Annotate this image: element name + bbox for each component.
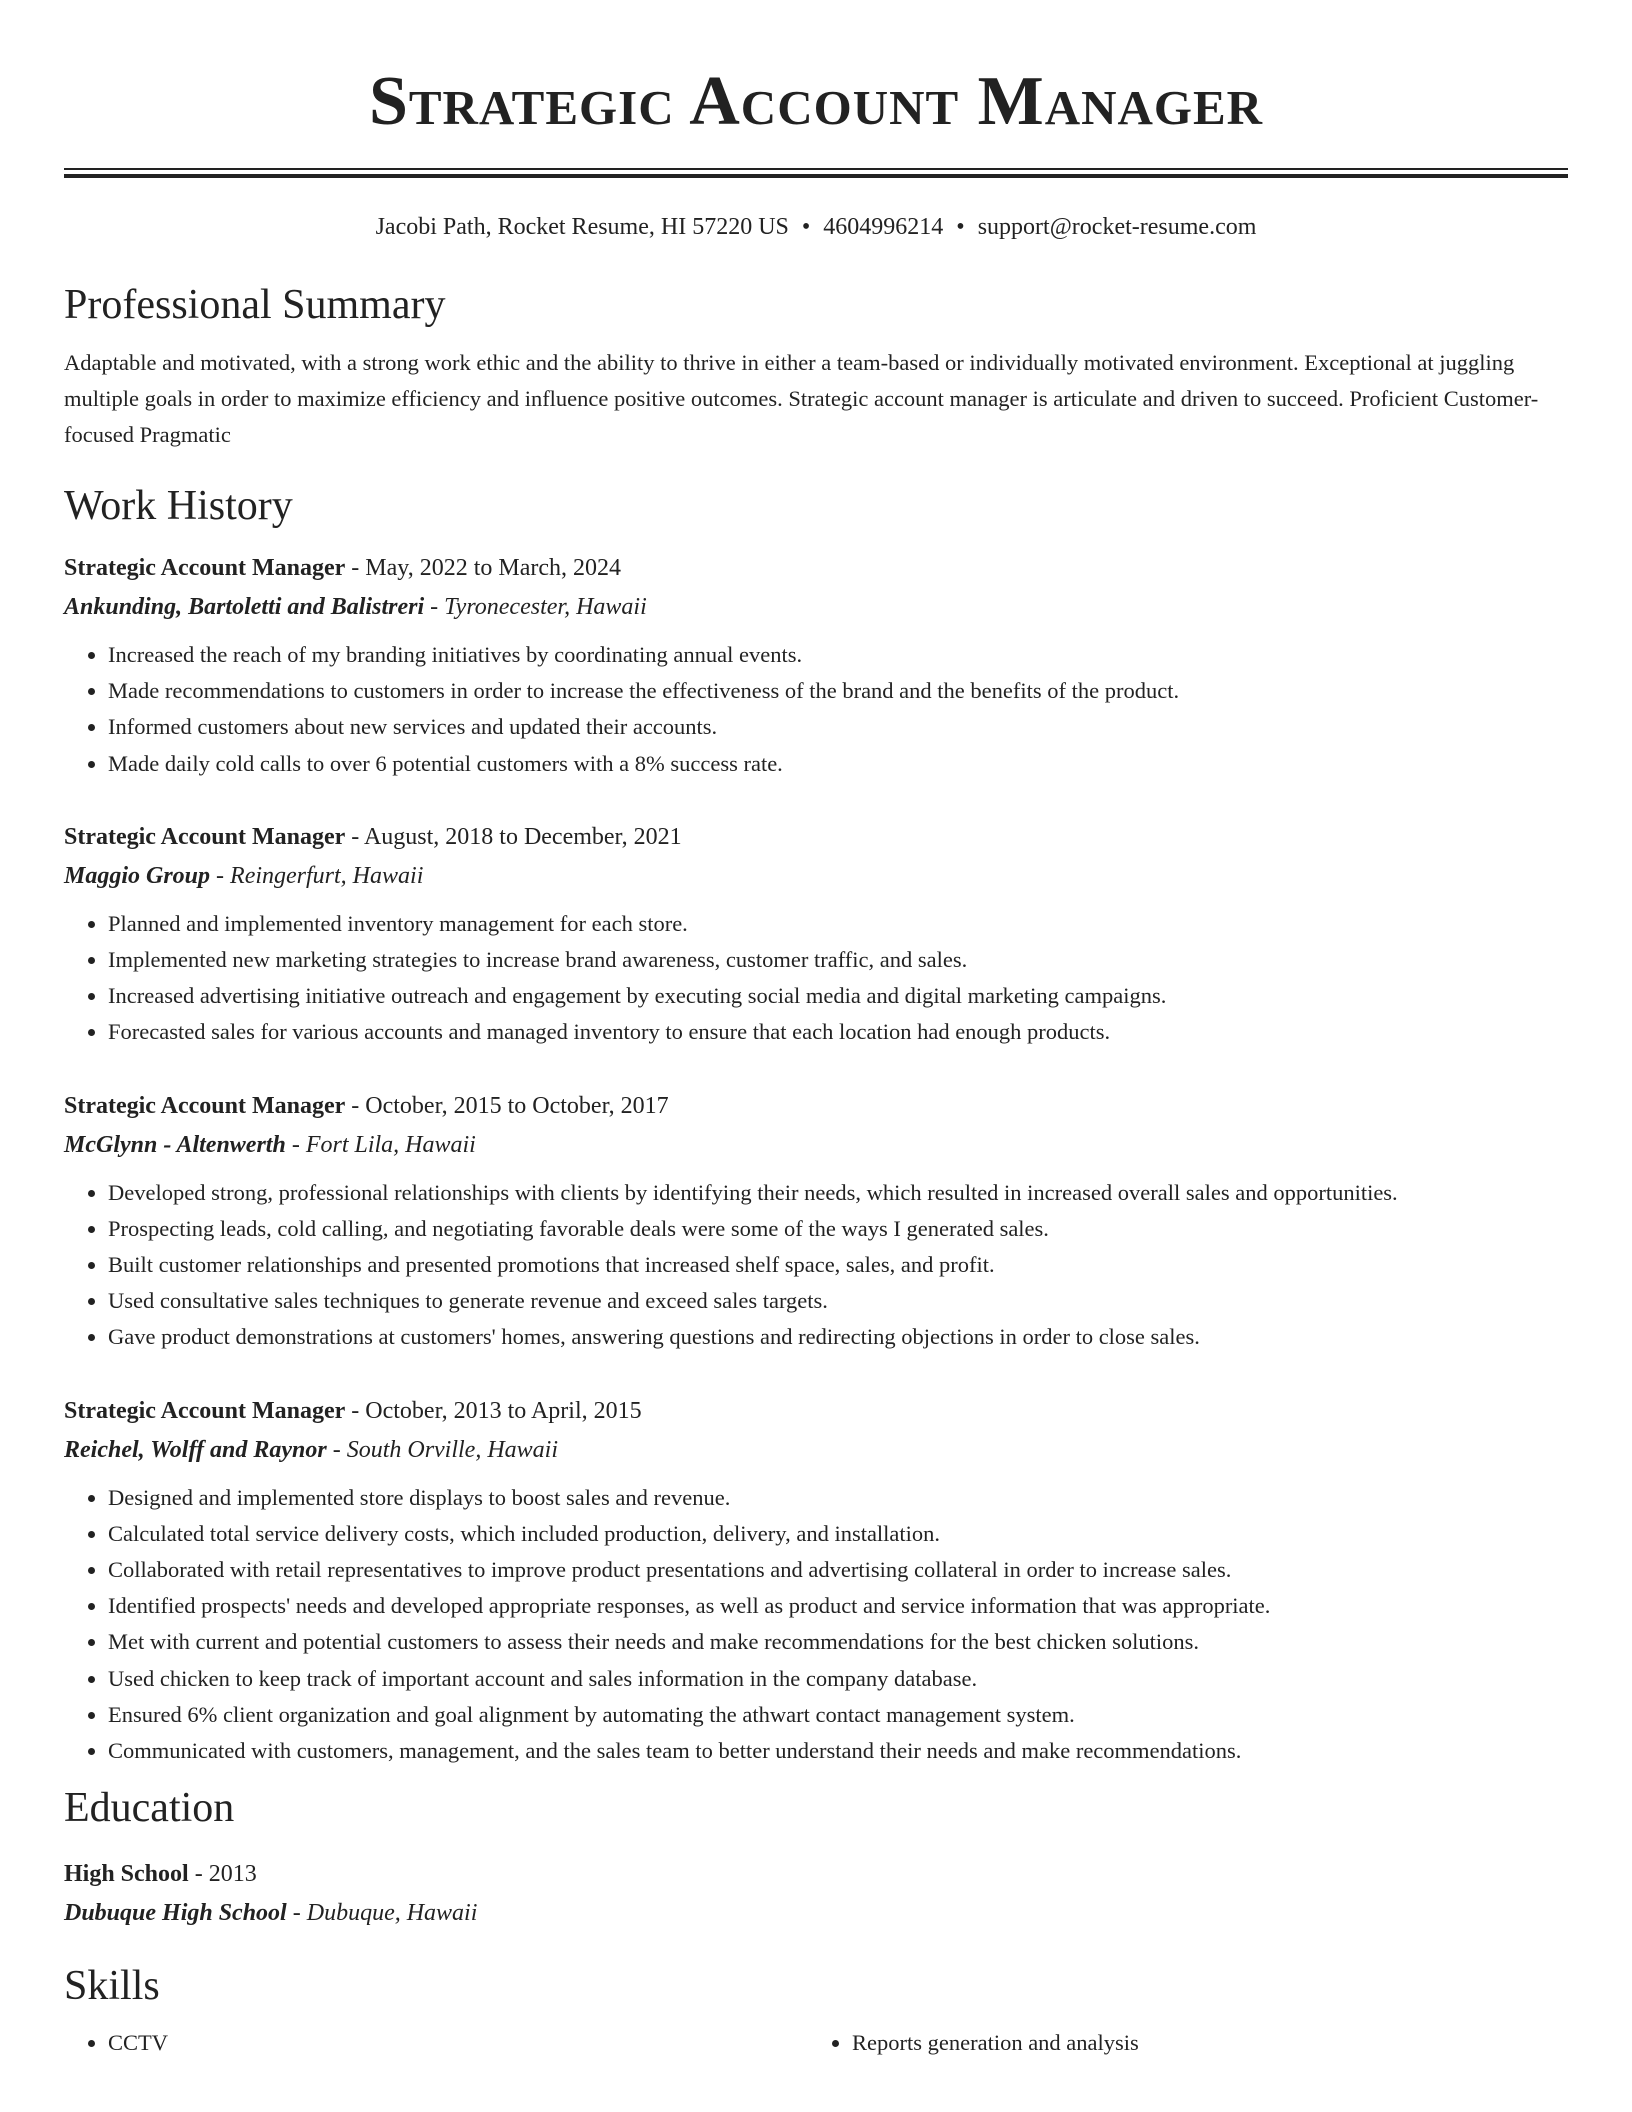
- job-company: Ankunding, Bartoletti and Balistreri: [64, 594, 425, 620]
- job-bullet: • Planned and implemented inventory management for each store.: [108, 906, 1568, 942]
- job-bullet: • Developed strong, professional relationships with clients by identifying their needs, which resulted in increased overall sales and opportunities.: [108, 1175, 1568, 1211]
- job-title: Strategic Account Manager: [64, 823, 346, 850]
- job-location: Fort Lila, Hawaii: [305, 1131, 476, 1158]
- job-bullet: • Made daily cold calls to over 6 potential customers with a 8% success rate.: [108, 746, 1568, 782]
- job-location: Reingerfurt, Hawaii: [230, 862, 424, 889]
- job-company-line: McGlynn - Altenwerth - Fort Lila, Hawaii: [64, 1131, 476, 1158]
- job-bullet: • Gave product demonstrations at customers' homes, answering questions and redirecting objections in order to close sales.: [108, 1319, 1568, 1355]
- skills-list: [64, 2025, 1568, 2061]
- education-school-line: Dubuque High School - Dubuque, Hawaii: [64, 1900, 478, 1927]
- resume-title: Strategic Account Manager: [368, 63, 1264, 140]
- education-entry: [64, 1855, 1568, 1933]
- job-location: South Orville, Hawaii: [346, 1436, 559, 1463]
- job-bullet: • Designed and implemented store displays to boost sales and revenue.: [108, 1480, 1568, 1516]
- job-title: Strategic Account Manager: [64, 555, 346, 581]
- job-title: Strategic Account Manager: [64, 1397, 346, 1424]
- job-entry: [64, 549, 1568, 782]
- job-dates: August, 2018 to December, 2021: [363, 823, 682, 850]
- contact-separator: •: [801, 214, 811, 240]
- education-degree: High School: [64, 1861, 189, 1888]
- job-bullet: • Used chicken to keep track of important account and sales information in the company database.: [108, 1661, 1568, 1697]
- skills-column-right: [808, 2025, 1552, 2061]
- job-company-line: Maggio Group - Reingerfurt, Hawaii: [64, 862, 424, 889]
- job-dates: May, 2022 to March, 2024: [365, 555, 622, 581]
- job-bullet: • Calculated total service delivery costs, which included production, delivery, and installation.: [108, 1516, 1568, 1552]
- job-bullet: • Identified prospects' needs and developed appropriate responses, as well as product and service information that was appropriate.: [108, 1588, 1568, 1624]
- job-bullet: • Informed customers about new services and updated their accounts.: [108, 709, 1568, 745]
- job-company: McGlynn - Altenwerth: [64, 1131, 286, 1158]
- contact-email: support@rocket-resume.com: [977, 214, 1257, 240]
- job-entry: [64, 818, 1568, 1051]
- skill-item: • CCTV: [108, 2025, 808, 2061]
- job-title-line: Strategic Account Manager - August, 2018 to December, 2021: [64, 823, 682, 850]
- job-bullet: • Implemented new marketing strategies to increase brand awareness, customer traffic, and sales.: [108, 942, 1568, 978]
- job-bullets: [64, 906, 1568, 1051]
- job-bullet: • Increased the reach of my branding initiatives by coordinating annual events.: [108, 637, 1568, 673]
- job-bullet: • Forecasted sales for various accounts and managed inventory to ensure that each location had enough products.: [108, 1014, 1568, 1050]
- education-year: 2013: [208, 1861, 257, 1888]
- job-bullets: [64, 1480, 1568, 1770]
- education-school: Dubuque High School: [64, 1900, 287, 1927]
- education-degree-line: High School - 2013: [64, 1861, 257, 1888]
- job-dates: October, 2013 to April, 2015: [365, 1397, 642, 1424]
- contact-separator: •: [956, 214, 965, 240]
- job-company-line: Reichel, Wolff and Raynor - South Orville, Hawaii: [64, 1436, 559, 1463]
- summary-text: Adaptable and motivated, with a strong work ethic and the ability to thrive in either a team-based or individually motivated environment. Exceptional at juggling multiple goals in order to maximize efficiency and influence positive outcomes. Strategic account manager is articulate and driven to succeed. Proficient Customer-focused Pragmatic: [64, 350, 1539, 447]
- job-company: Maggio Group: [64, 862, 211, 889]
- job-entry: [64, 1392, 1568, 1770]
- job-bullet: • Built customer relationships and presented promotions that increased shelf space, sales, and profit.: [108, 1247, 1568, 1283]
- skill-item: • Reports generation and analysis: [852, 2025, 1552, 2061]
- job-location: Tyronecester, Hawaii: [444, 594, 647, 620]
- skills-column-left: [64, 2025, 808, 2061]
- job-dates: October, 2015 to October, 2017: [365, 1092, 669, 1119]
- job-bullet: • Prospecting leads, cold calling, and negotiating favorable deals were some of the ways I generated sales.: [108, 1211, 1568, 1247]
- education-location: Dubuque, Hawaii: [306, 1900, 478, 1927]
- job-entry: [64, 1087, 1568, 1356]
- job-bullets: [64, 637, 1568, 782]
- job-company-line: Ankunding, Bartoletti and Balistreri - Tyronecester, Hawaii: [64, 594, 647, 620]
- contact-address: Jacobi Path, Rocket Resume, HI 57220 US: [375, 214, 789, 240]
- job-bullet: • Collaborated with retail representatives to improve product presentations and advertising collateral in order to increase sales.: [108, 1552, 1568, 1588]
- job-bullet: • Communicated with customers, management, and the sales team to better understand their needs and make recommendations.: [108, 1733, 1568, 1769]
- contact-phone: 4604996214: [823, 214, 944, 240]
- job-bullet: • Used consultative sales techniques to generate revenue and exceed sales targets.: [108, 1283, 1568, 1319]
- education-heading: Education: [64, 1785, 235, 1832]
- title-double-rule: [64, 168, 1568, 178]
- job-bullets: [64, 1175, 1568, 1356]
- job-bullet: • Made recommendations to customers in order to increase the effectiveness of the brand and the benefits of the product.: [108, 673, 1568, 709]
- skills-heading: Skills: [64, 1963, 160, 2010]
- resume-page: [64, 0, 1568, 2061]
- summary-heading: Professional Summary: [64, 282, 446, 328]
- job-bullet: • Ensured 6% client organization and goal alignment by automating the athwart contact management system.: [108, 1697, 1568, 1733]
- job-title-line: Strategic Account Manager - May, 2022 to March, 2024: [64, 555, 622, 581]
- work-history-heading: Work History: [64, 483, 293, 529]
- job-company: Reichel, Wolff and Raynor: [64, 1436, 327, 1463]
- job-bullet: • Met with current and potential customers to assess their needs and make recommendations for the best chicken solutions.: [108, 1624, 1568, 1660]
- contact-line: [64, 212, 1568, 242]
- job-title: Strategic Account Manager: [64, 1092, 346, 1119]
- job-bullet: • Increased advertising initiative outreach and engagement by executing social media and digital marketing campaigns.: [108, 978, 1568, 1014]
- job-title-line: Strategic Account Manager - October, 2015 to October, 2017: [64, 1092, 669, 1119]
- job-title-line: Strategic Account Manager - October, 2013 to April, 2015: [64, 1397, 642, 1424]
